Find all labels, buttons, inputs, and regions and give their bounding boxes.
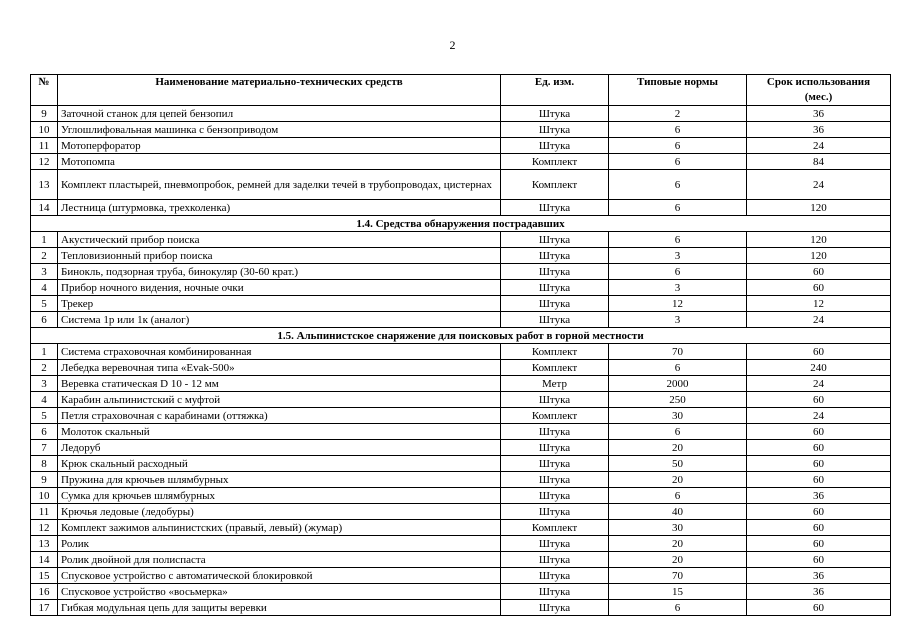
table-row — [31, 360, 891, 376]
table-row — [31, 456, 891, 472]
item-term: 60 — [747, 520, 891, 536]
item-term: 240 — [747, 360, 891, 376]
item-norm: 6 — [609, 360, 747, 376]
item-name: Комплект зажимов альпинистских (правый, левый) (жумар) — [58, 520, 501, 536]
section-heading-row — [31, 328, 891, 344]
page-number: 2 — [449, 38, 456, 52]
item-unit: Штука — [501, 138, 609, 154]
item-term: 36 — [747, 122, 891, 138]
item-unit: Штука — [501, 568, 609, 584]
item-unit: Штука — [501, 106, 609, 122]
item-term: 60 — [747, 600, 891, 616]
row-number: 10 — [31, 488, 58, 504]
item-term: 12 — [747, 296, 891, 312]
item-unit: Штука — [501, 456, 609, 472]
row-number: 3 — [31, 376, 58, 392]
item-name: Крюк скальный расходный — [58, 456, 501, 472]
table-row — [31, 122, 891, 138]
table-row — [31, 424, 891, 440]
item-unit: Штука — [501, 488, 609, 504]
item-term: 24 — [747, 312, 891, 328]
table-row — [31, 280, 891, 296]
row-number: 11 — [31, 504, 58, 520]
row-number: 7 — [31, 440, 58, 456]
item-name: Тепловизионный прибор поиска — [58, 248, 501, 264]
row-number: 15 — [31, 568, 58, 584]
row-number: 17 — [31, 600, 58, 616]
item-name: Заточной станок для цепей бензопил — [58, 106, 501, 122]
item-unit: Штука — [501, 296, 609, 312]
item-unit: Штука — [501, 264, 609, 280]
table-body — [31, 106, 891, 616]
item-norm: 15 — [609, 584, 747, 600]
item-unit: Комплект — [501, 170, 609, 200]
item-norm: 6 — [609, 200, 747, 216]
item-norm: 250 — [609, 392, 747, 408]
header-num: № — [31, 75, 58, 106]
table-row — [31, 344, 891, 360]
item-term: 60 — [747, 456, 891, 472]
item-term: 60 — [747, 280, 891, 296]
item-term: 36 — [747, 568, 891, 584]
item-unit: Комплект — [501, 520, 609, 536]
row-number: 14 — [31, 200, 58, 216]
item-name: Петля страховочная с карабинами (оттяжка) — [58, 408, 501, 424]
item-norm: 6 — [609, 170, 747, 200]
item-unit: Комплект — [501, 408, 609, 424]
table-row — [31, 392, 891, 408]
item-unit: Штука — [501, 424, 609, 440]
table-row — [31, 584, 891, 600]
item-term: 24 — [747, 138, 891, 154]
table-row — [31, 520, 891, 536]
item-name: Лестница (штурмовка, трехколенка) — [58, 200, 501, 216]
table-row — [31, 106, 891, 122]
item-norm: 6 — [609, 138, 747, 154]
item-name: Ролик двойной для полиспаста — [58, 552, 501, 568]
item-name: Пружина для крючьев шлямбурных — [58, 472, 501, 488]
item-norm: 3 — [609, 312, 747, 328]
row-number: 1 — [31, 344, 58, 360]
item-term: 36 — [747, 106, 891, 122]
table-row — [31, 170, 891, 200]
item-norm: 20 — [609, 536, 747, 552]
item-term: 84 — [747, 154, 891, 170]
header-term-line1: Срок использования — [766, 76, 871, 88]
item-name: Гибкая модульная цепь для защиты веревки — [58, 600, 501, 616]
item-norm: 20 — [609, 552, 747, 568]
row-number: 4 — [31, 280, 58, 296]
header-term-line2: (мес.) — [804, 91, 833, 103]
item-norm: 6 — [609, 264, 747, 280]
item-term: 24 — [747, 376, 891, 392]
table-row — [31, 600, 891, 616]
item-unit: Штука — [501, 504, 609, 520]
row-number: 2 — [31, 360, 58, 376]
header-unit: Ед. изм. — [501, 75, 609, 106]
row-number: 12 — [31, 154, 58, 170]
item-name: Карабин альпинистский с муфтой — [58, 392, 501, 408]
item-unit: Штука — [501, 200, 609, 216]
item-name: Мотоперфоратор — [58, 138, 501, 154]
item-name: Мотопомпа — [58, 154, 501, 170]
item-term: 24 — [747, 408, 891, 424]
row-number: 4 — [31, 392, 58, 408]
header-name: Наименование материально-технических средств — [58, 75, 501, 106]
row-number: 13 — [31, 170, 58, 200]
table-row — [31, 296, 891, 312]
item-unit: Комплект — [501, 360, 609, 376]
table-row — [31, 488, 891, 504]
item-norm: 70 — [609, 344, 747, 360]
item-name: Крючья ледовые (ледобуры) — [58, 504, 501, 520]
table-row — [31, 472, 891, 488]
item-name: Система страховочная комбинированная — [58, 344, 501, 360]
table-row — [31, 568, 891, 584]
table-row — [31, 376, 891, 392]
item-name: Веревка статическая D 10 - 12 мм — [58, 376, 501, 392]
item-name: Спусковое устройство с автоматической блокировкой — [58, 568, 501, 584]
item-unit: Метр — [501, 376, 609, 392]
item-term: 60 — [747, 552, 891, 568]
row-number: 1 — [31, 232, 58, 248]
item-norm: 6 — [609, 424, 747, 440]
item-unit: Штука — [501, 536, 609, 552]
row-number: 5 — [31, 296, 58, 312]
item-term: 60 — [747, 344, 891, 360]
item-norm: 3 — [609, 280, 747, 296]
item-unit: Комплект — [501, 154, 609, 170]
item-name: Ледоруб — [58, 440, 501, 456]
item-term: 120 — [747, 200, 891, 216]
item-term: 60 — [747, 424, 891, 440]
row-number: 14 — [31, 552, 58, 568]
item-unit: Штука — [501, 232, 609, 248]
row-number: 6 — [31, 424, 58, 440]
item-unit: Штука — [501, 122, 609, 138]
item-name: Прибор ночного видения, ночные очки — [58, 280, 501, 296]
item-name: Комплект пластырей, пневмопробок, ремней для заделки течей в трубопроводах, цистернах — [58, 170, 501, 200]
item-term: 36 — [747, 584, 891, 600]
item-unit: Штука — [501, 472, 609, 488]
item-norm: 20 — [609, 440, 747, 456]
table-row — [31, 232, 891, 248]
item-name: Спусковое устройство «восьмерка» — [58, 584, 501, 600]
row-number: 9 — [31, 106, 58, 122]
item-norm: 30 — [609, 520, 747, 536]
row-number: 3 — [31, 264, 58, 280]
table-row — [31, 200, 891, 216]
item-unit: Комплект — [501, 344, 609, 360]
item-term: 120 — [747, 248, 891, 264]
item-norm: 50 — [609, 456, 747, 472]
item-unit: Штука — [501, 552, 609, 568]
item-name: Бинокль, подзорная труба, бинокуляр (30-60 крат.) — [58, 264, 501, 280]
item-norm: 20 — [609, 472, 747, 488]
item-term: 60 — [747, 264, 891, 280]
item-norm: 12 — [609, 296, 747, 312]
item-norm: 70 — [609, 568, 747, 584]
row-number: 11 — [31, 138, 58, 154]
item-term: 60 — [747, 392, 891, 408]
item-unit: Штука — [501, 600, 609, 616]
item-norm: 3 — [609, 248, 747, 264]
item-unit: Штука — [501, 248, 609, 264]
item-norm: 2 — [609, 106, 747, 122]
item-term: 24 — [747, 170, 891, 200]
item-term: 60 — [747, 536, 891, 552]
section-heading-row — [31, 216, 891, 232]
item-term: 60 — [747, 440, 891, 456]
item-unit: Штука — [501, 392, 609, 408]
item-name: Лебедка веревочная типа «Evak-500» — [58, 360, 501, 376]
item-name: Система 1р или 1к (аналог) — [58, 312, 501, 328]
row-number: 8 — [31, 456, 58, 472]
item-unit: Штука — [501, 584, 609, 600]
row-number: 5 — [31, 408, 58, 424]
item-norm: 6 — [609, 488, 747, 504]
table-header-row — [31, 75, 891, 106]
row-number: 12 — [31, 520, 58, 536]
item-name: Трекер — [58, 296, 501, 312]
item-name: Молоток скальный — [58, 424, 501, 440]
item-norm: 6 — [609, 154, 747, 170]
section-title: 1.4. Средства обнаружения пострадавших — [31, 216, 891, 232]
row-number: 9 — [31, 472, 58, 488]
item-norm: 2000 — [609, 376, 747, 392]
row-number: 10 — [31, 122, 58, 138]
header-norm: Типовые нормы — [609, 75, 747, 106]
item-norm: 6 — [609, 600, 747, 616]
item-name: Ролик — [58, 536, 501, 552]
item-name: Акустический прибор поиска — [58, 232, 501, 248]
item-unit: Штука — [501, 440, 609, 456]
table-row — [31, 504, 891, 520]
table-row — [31, 138, 891, 154]
table-row — [31, 154, 891, 170]
table-row — [31, 312, 891, 328]
item-norm: 40 — [609, 504, 747, 520]
table-row — [31, 536, 891, 552]
row-number: 13 — [31, 536, 58, 552]
table-row — [31, 552, 891, 568]
item-norm: 6 — [609, 232, 747, 248]
section-title: 1.5. Альпинистское снаряжение для поисковых работ в горной местности — [31, 328, 891, 344]
row-number: 16 — [31, 584, 58, 600]
header-term — [747, 75, 891, 106]
item-name: Углошлифовальная машинка с бензоприводом — [58, 122, 501, 138]
item-term: 120 — [747, 232, 891, 248]
item-norm: 6 — [609, 122, 747, 138]
table-row — [31, 248, 891, 264]
item-term: 60 — [747, 504, 891, 520]
table-row — [31, 408, 891, 424]
table-row — [31, 264, 891, 280]
item-unit: Штука — [501, 280, 609, 296]
equipment-table — [30, 74, 891, 616]
row-number: 6 — [31, 312, 58, 328]
item-norm: 30 — [609, 408, 747, 424]
table-row — [31, 440, 891, 456]
item-term: 60 — [747, 472, 891, 488]
item-unit: Штука — [501, 312, 609, 328]
row-number: 2 — [31, 248, 58, 264]
item-term: 36 — [747, 488, 891, 504]
item-name: Сумка для крючьев шлямбурных — [58, 488, 501, 504]
